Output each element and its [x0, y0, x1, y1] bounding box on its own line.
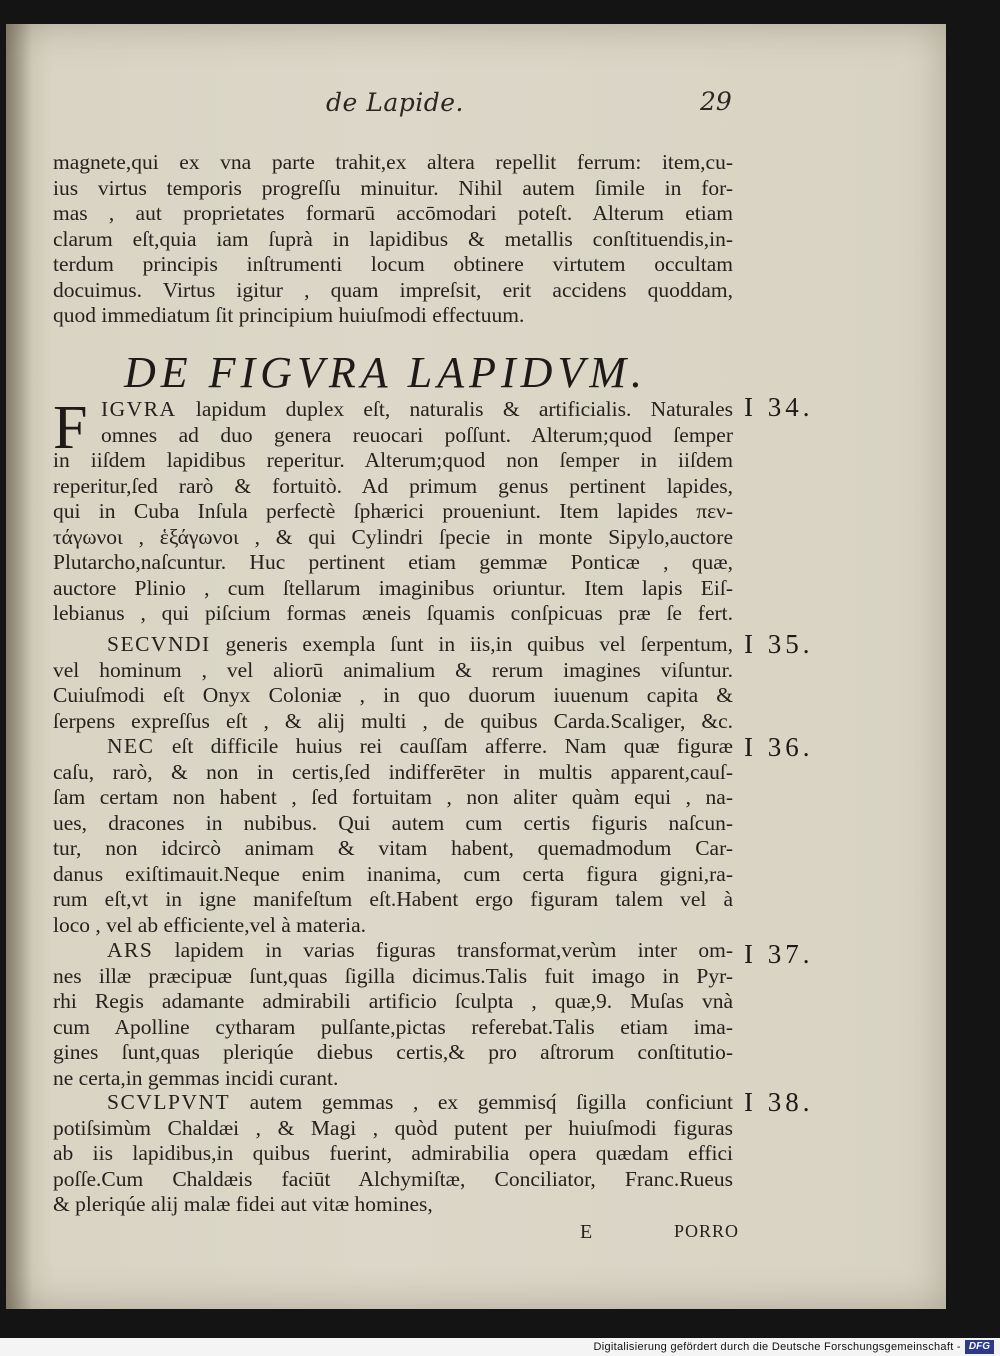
text-line: rum eſt,vt in igne manifeſtum eſt.Habent ergo figuram talem vel à	[53, 887, 733, 911]
small-caps-lead: NEC	[107, 734, 155, 758]
small-caps-lead: SCVLPVNT	[107, 1090, 231, 1114]
text-line: in iiſdem lapidibus reperitur. Alterum;quod non ſemper in iiſdem	[53, 448, 733, 472]
text-line: lebianus , qui piſcium formas æneis ſquamis conſpicuas præ ſe fert.	[53, 601, 733, 625]
running-head: de Lapide.	[326, 88, 464, 117]
text-line: ſam certam non habent , ſed fortuitam , non aliter quàm equi , na-	[53, 785, 733, 809]
paragraph-134	[53, 394, 733, 627]
text-line: docuimus. Virtus igitur , quam impreſsit, erit accidens quoddam,	[53, 277, 733, 302]
text-line: & pleriqúe alij malæ fidei aut vitæ homines,	[53, 1192, 433, 1216]
text-line: magnete,qui ex vna parte trahit,ex altera repellit ferrum: item,cu-	[53, 150, 733, 174]
text-line: rhi Regis adamante admirabili artificio ſculpta , quæ,9. Muſas vnà	[53, 989, 733, 1013]
small-caps-lead: ARS	[107, 938, 154, 962]
text-span: generis exempla ſunt in iis,in quibus vel ſerpentum,	[210, 632, 733, 656]
paragraph-135	[53, 632, 733, 734]
text-line: caſu, rarò, & non in certis,ſed indifferēter in multis apparent,cauſ-	[53, 759, 733, 784]
text-line: nes illæ præcipuæ ſunt,quas ſigilla dicimus.Talis fuit imago in Pyr-	[53, 963, 733, 988]
text-line: ues, dracones in nubibus. Qui autem cum certis figuris naſcun-	[53, 810, 733, 835]
text-line: terdum principis inſtrumenti locum obtinere virtutem occultam	[53, 252, 733, 276]
text-line: tur, non idcircò animam & vitam habent, quemadmodum Car-	[53, 836, 733, 860]
text-line: Cuiuſmodi eſt Onyx Coloniæ , in quo duorum iuuenum capita &	[53, 683, 733, 707]
text-span: eſt difficile huius rei cauſſam afferre. Nam quæ figuræ	[154, 734, 733, 758]
text-line: auctore Plinio , cum ſtellarum imaginibus oriuntur. Item lapis Eiſ-	[53, 575, 733, 600]
page-number: 29	[700, 87, 732, 116]
text-span: autem gemmas , ex gemmisq́ ſigilla conficiunt	[230, 1090, 733, 1114]
text-line: qui in Cuba Inſula perfectè ſphærici proueniunt. Item lapides πεν-	[53, 499, 733, 523]
text-line	[53, 632, 733, 658]
paragraph-136	[53, 734, 733, 938]
margin-number-137: I 37.	[744, 939, 814, 969]
text-line: loco , vel ab efficiente,vel à materia.	[53, 912, 366, 937]
drop-capital: F	[53, 394, 88, 462]
text-line: danus exiſtimauit.Neque enim inanima, cum certa figura gigni,ra-	[53, 861, 733, 886]
text-line: poſſe.Cum Chaldæis faciūt Alchymiſtæ, Conciliator, Franc.Rueus	[53, 1166, 733, 1191]
text-line: cum Apolline cytharam pulſante,pictas referebat.Talis etiam ima-	[53, 1014, 733, 1039]
margin-number-136: I 36.	[744, 732, 814, 762]
text-line	[101, 397, 733, 423]
small-caps-lead: SECVNDI	[107, 632, 211, 656]
signature-mark: E	[580, 1221, 593, 1243]
text-line: omnes ad duo genera reuocari poſſunt. Alterum;quod ſemper	[101, 422, 733, 447]
text-line	[53, 1090, 733, 1116]
text-line: ius virtus temporis progreſſu minuitur. Nihil autem ſimile in for-	[53, 175, 733, 200]
small-caps-lead: IGVRA	[101, 397, 177, 421]
text-line: potiſsimùm Chaldæi , & Magi , quòd putent per huiuſmodi figuras	[53, 1115, 733, 1140]
text-line: gines ſunt,quas pleriqúe diebus certis,& pro aſtrorum conſtitutio-	[53, 1040, 733, 1064]
margin-number-138: I 38.	[744, 1087, 814, 1117]
text-line: quod immediatum ſit principium huiuſmodi effectuum.	[53, 303, 525, 327]
text-line: clarum eſt,quia iam ſuprà in lapidibus & metallis conſtituendis,in-	[53, 226, 733, 251]
paragraph-138	[53, 1090, 733, 1218]
intro-paragraph	[53, 150, 733, 329]
catchword: PORRO	[674, 1221, 740, 1241]
funding-notice: Digitalisierung gefördert durch die Deutsche Forschungsgemeinschaft -	[593, 1341, 961, 1353]
text-span: lapidum duplex eſt, naturalis & artificialis. Naturales	[176, 397, 733, 421]
text-line: ab iis lapidibus,in quibus fuerint, admirabilia opera quædam effici	[53, 1141, 733, 1165]
text-span: lapidem in varias figuras transformat,verùm inter om-	[153, 938, 733, 962]
margin-number-135: I 35.	[744, 629, 814, 659]
footer-bar	[0, 1338, 1000, 1356]
book-page	[6, 24, 946, 1309]
margin-number-134: I 34.	[744, 392, 814, 422]
text-line: Plutarcho,naſcuntur. Huc pertinent etiam gemmæ Ponticæ , quæ,	[53, 550, 733, 574]
text-line	[53, 734, 733, 760]
text-line	[53, 938, 733, 964]
text-line: reperitur,ſed rarò & fortuitò. Ad primum genus pertinent lapides,	[53, 473, 733, 498]
text-line: τάγωνοι , ἑξάγωνοι , & qui Cylindri ſpecie in monte Sipylo,auctore	[53, 524, 733, 549]
text-line: mas , aut proprietates formarū accōmodari poteſt. Alterum etiam	[53, 201, 733, 225]
paragraph-137	[53, 938, 733, 1091]
text-line: ſerpens expreſſus eſt , & alij multi , de quibus Carda.Scaliger, &c.	[53, 708, 733, 733]
text-line: ne certa,in gemmas incidi curant.	[53, 1065, 339, 1090]
section-heading: DE FIGVRA LAPIDVM.	[124, 348, 647, 397]
text-line: vel hominum , vel aliorū animalium & rerum imagines viſuntur.	[53, 657, 733, 682]
dfg-logo: DFG	[965, 1340, 994, 1354]
